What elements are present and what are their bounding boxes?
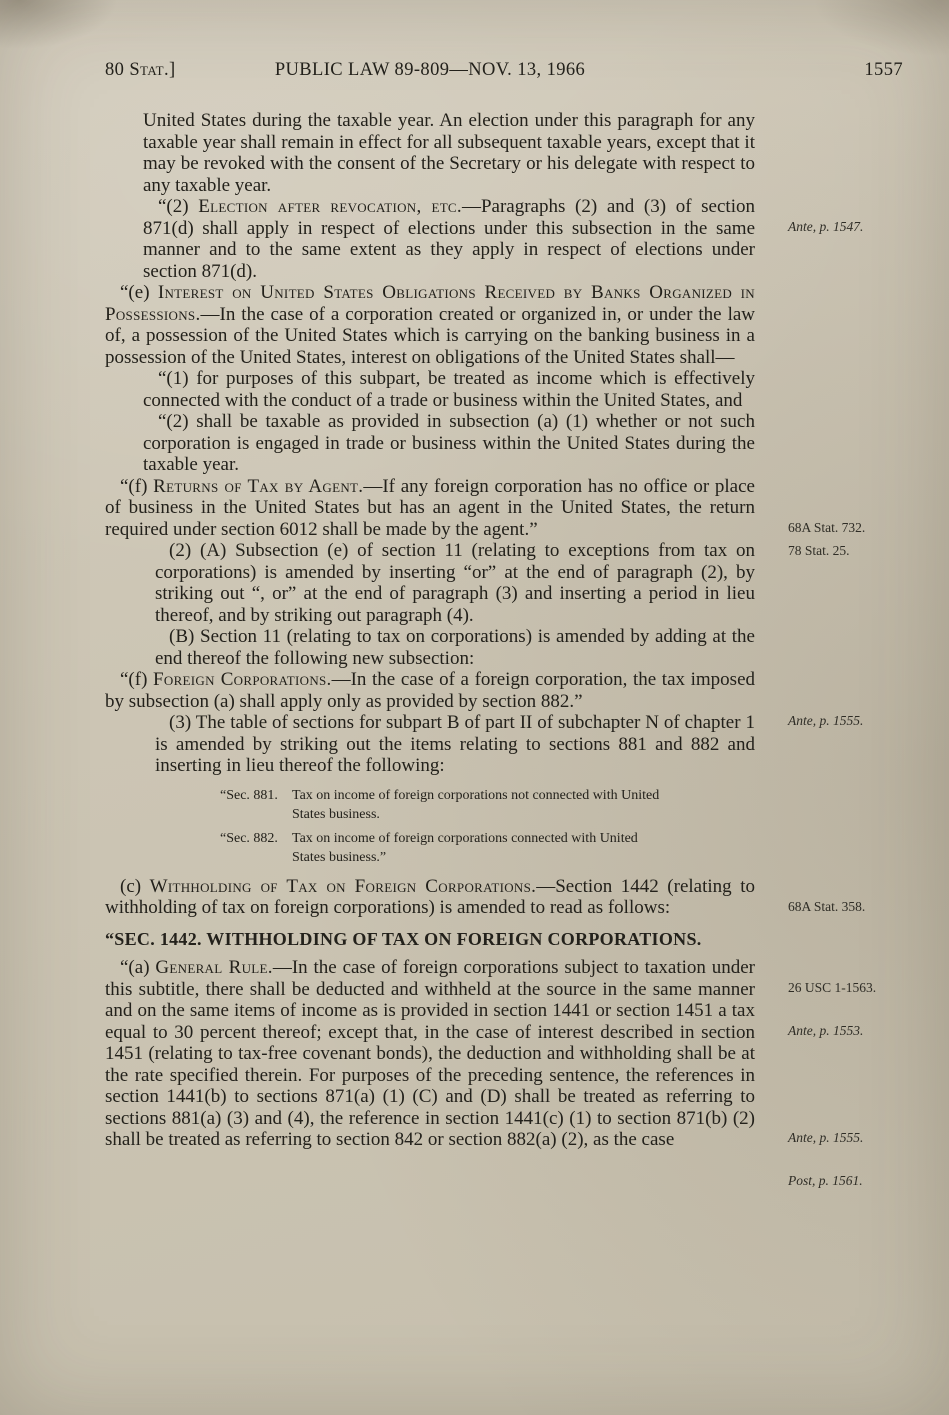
sec-entry-text: Tax on income of foreign corporations not connected with United States business. bbox=[292, 787, 660, 822]
text-run: (3) The table of sections for subpart B of part II of subchapter N of chapter 1 is amended by striking out the items relating to sections 881 and 882 and inserting in lieu thereof the following: bbox=[155, 712, 755, 776]
text-run: “(a) bbox=[120, 957, 156, 978]
heading-text: “SEC. 1442. WITHHOLDING OF TAX ON FOREIGN CORPORATIONS. bbox=[105, 928, 702, 949]
text-run: (c) bbox=[120, 875, 150, 897]
para-b-amendment bbox=[105, 626, 755, 669]
stat-volume-label: 80 Stat.] bbox=[105, 60, 176, 80]
para-a-general-rule bbox=[105, 957, 877, 1188]
text-run: —In the case of a corporation created or organized in, or under the law of, a possession of the United States which is carrying on the banking business in a possession of the United States, interest on obligations of the United States shall— bbox=[105, 303, 755, 368]
law-title: PUBLIC LAW 89-809—NOV. 13, 1966 bbox=[274, 60, 586, 80]
para-e-clause-2 bbox=[105, 411, 755, 476]
sec-entry-text: Tax on income of foreign corporations connected with United States business.” bbox=[292, 830, 638, 865]
text-run: —Paragraphs (2) and (3) of section 871(d) shall apply in respect of elections under this subsection in the same manner and to the same extent as they apply in respect of elections under section 871(d). bbox=[143, 196, 755, 282]
text-run: —In the case of a foreign corporation, the tax imposed by subsection (a) shall apply only as provided by section 882.” bbox=[105, 669, 755, 712]
sec-number-label: “Sec. 881. bbox=[220, 787, 278, 803]
para-e-interest-obligations bbox=[105, 282, 755, 368]
smallcaps-run: Withholding of Tax on Foreign Corporations. bbox=[149, 875, 537, 897]
para-election-continuation bbox=[105, 110, 755, 196]
sec-number-label: “Sec. 882. bbox=[220, 830, 278, 846]
para-c-withholding bbox=[105, 875, 866, 919]
text-run: United States during the taxable year. An election under this paragraph for any taxable year shall remain in effect for all subsequent taxable years, except that it may be revoked with the consent of the Secretary or his delegate with respect to any taxable year. bbox=[143, 110, 755, 196]
para-e-clause-1 bbox=[105, 368, 755, 411]
para-f-foreign-corporations bbox=[105, 669, 864, 728]
para-2-election-after-revocation bbox=[105, 196, 864, 282]
margin-note: Ante, p. 1555. bbox=[788, 1130, 864, 1145]
text-run: “(2) bbox=[158, 196, 199, 217]
sec-table bbox=[220, 786, 660, 867]
text-run: “(e) bbox=[120, 282, 158, 303]
text-run: —Section 1442 (relating to withholding of tax on foreign corporations) is amended to read as follows: bbox=[105, 875, 755, 918]
margin-note: 78 Stat. 25. bbox=[788, 543, 850, 558]
text-run: “(2) shall be taxable as provided in subsection (a) (1) whether or not such corporation is engaged in trade or business within the United States during the taxable year. bbox=[143, 411, 755, 475]
margin-note: Ante, p. 1553. bbox=[788, 1023, 864, 1038]
margin-note: 26 USC 1-1563. bbox=[788, 980, 877, 995]
sec-1442-heading bbox=[105, 929, 755, 951]
text-run: (2) (A) Subsection (e) of section 11 (relating to exceptions from tax on corporations) is amended by inserting “or” at the end of paragraph (2), by striking out “, or” at the end of paragraph (3) and inserting a period in lieu thereof, and by striking out paragraph (4). bbox=[155, 540, 755, 626]
page-number: 1557 bbox=[864, 60, 903, 80]
smallcaps-run: Election after revocation, etc. bbox=[198, 196, 462, 217]
para-2a-amendment bbox=[105, 540, 850, 626]
smallcaps-run: Returns of Tax by Agent. bbox=[153, 475, 364, 497]
margin-note: 68A Stat. 358. bbox=[788, 898, 866, 914]
smallcaps-run: Interest on United States Obligations Received by Banks Organized in Possessions. bbox=[105, 282, 755, 325]
para-f-returns-by-agent bbox=[105, 475, 866, 541]
margin-note: Ante, p. 1547. bbox=[788, 219, 864, 234]
margin-note: Ante, p. 1555. bbox=[788, 713, 864, 728]
text-run: “(1) for purposes of this subpart, be treated as income which is effectively connected with the conduct of a trade or business within the United States, and bbox=[143, 368, 755, 411]
statute-text bbox=[105, 110, 877, 1188]
text-run: “(f) bbox=[120, 475, 154, 497]
text-run: (B) Section 11 (relating to tax on corporations) is amended by adding at the end thereof the following new subsection: bbox=[155, 626, 755, 669]
para-3-table-of-sections bbox=[105, 712, 755, 777]
margin-note: 68A Stat. 732. bbox=[788, 519, 866, 535]
text-run: —In the case of foreign corporations subject to taxation under this subtitle, there shall be deducted and withheld at the source in the same manner and on the same items of income as is provided in section 1441 or section 1451 a tax equal to 30 percent thereof; except that, in the case of interest described in section 1451 (relating to tax-free covenant bonds), the deduction and withholding shall be at the rate specified therein. For purposes of the preceding sentence, the references in section 1441(b) to sections 871(a) (1) (C) and (D) shall be treated as referring to sections 881(a) (3) and (4), the reference in section 1441(c) (1) to section 871(b) (2) shall be treated as referring to section 842 or section 882(a) (2), as the case bbox=[105, 957, 755, 1150]
smallcaps-run: General Rule. bbox=[155, 957, 273, 978]
margin-note: Post, p. 1561. bbox=[788, 1173, 863, 1188]
text-run: “(f) bbox=[120, 669, 154, 690]
sec-table-entry bbox=[220, 786, 660, 824]
smallcaps-run: Foreign Corporations. bbox=[153, 669, 332, 690]
text-run: —If any foreign corporation has no office or place of business in the United States but has an agent in the United States, the return required under section 6012 shall be made by the agent.” bbox=[105, 475, 755, 540]
sec-table-entry bbox=[220, 829, 660, 867]
